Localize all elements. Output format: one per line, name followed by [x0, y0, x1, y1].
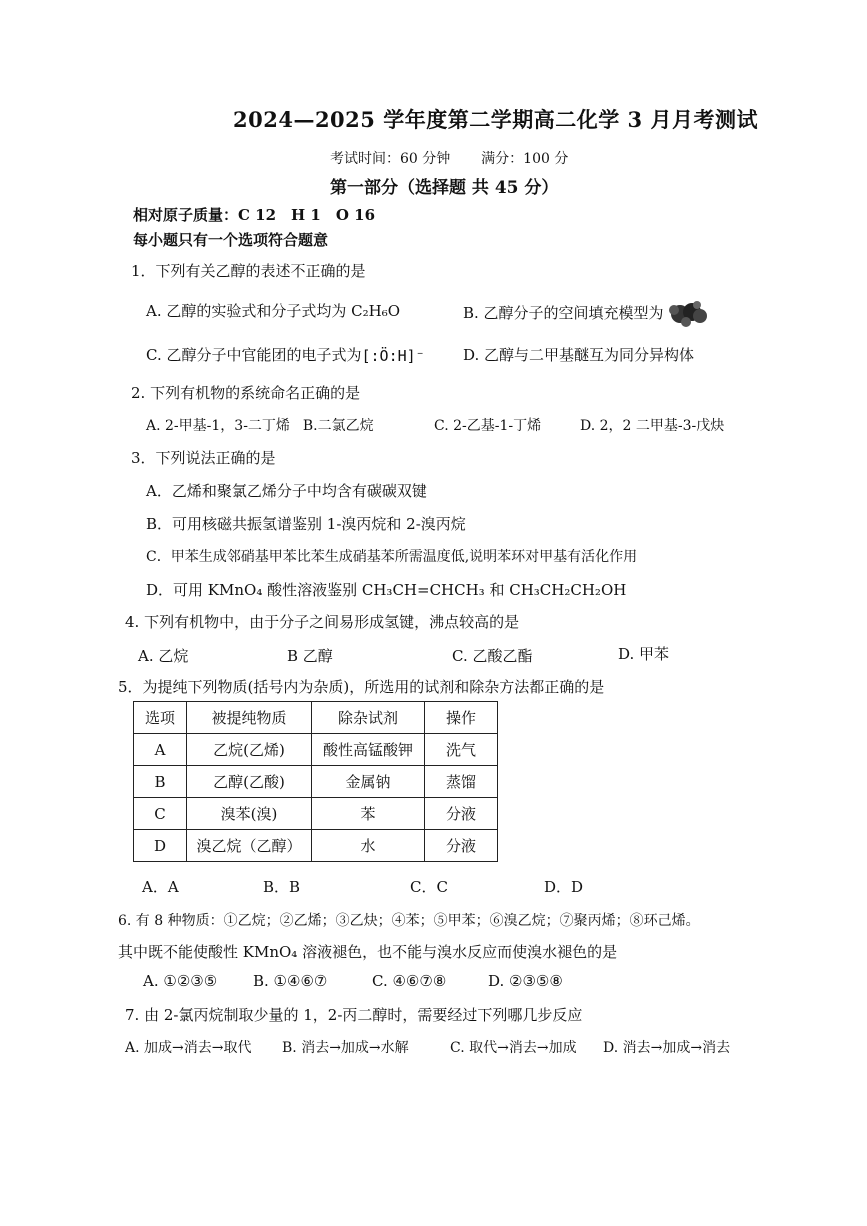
q5-option-b: B．B: [263, 878, 301, 896]
table-header: 操作: [425, 702, 498, 734]
q5-table: [133, 701, 498, 862]
q7-option-c: C. 取代→消去→加成: [450, 1040, 577, 1056]
table-cell: 洗气: [425, 734, 498, 766]
q7-option-d: D. 消去→加成→消去: [603, 1040, 731, 1056]
q1-option-c-text: C. 乙醇分子中官能团的电子式为: [146, 346, 362, 364]
q5-option-d: D．D: [544, 878, 584, 896]
q6-option-d: D. ②③⑤⑧: [488, 972, 563, 990]
table-cell: 酸性高锰酸钾: [312, 734, 425, 766]
q1-option-d: D. 乙醇与二甲基醚互为同分异构体: [463, 346, 695, 364]
hydroxyl-lewis-structure: [:Ö:H]⁻: [361, 347, 425, 365]
exam-meta: [330, 148, 568, 168]
q3-option-b: B．可用核磁共振氢谱鉴别 1-溴丙烷和 2-溴丙烷: [146, 515, 466, 533]
table-cell: D: [134, 830, 187, 862]
q7-stem: 7. 由 2-氯丙烷制取少量的 1，2-丙二醇时，需要经过下列哪几步反应: [125, 1006, 583, 1024]
q1-option-a: A. 乙醇的实验式和分子式均为 C₂H₆O: [146, 302, 401, 320]
table-header: 选项: [134, 702, 187, 734]
q5-stem: 5．为提纯下列物质(括号内为杂质)，所选用的试剂和除杂方法都正确的是: [118, 678, 605, 696]
q1-stem: 1．下列有关乙醇的表述不正确的是: [131, 262, 366, 280]
table-row: [134, 830, 498, 862]
table-cell: 金属钠: [312, 766, 425, 798]
q6-option-a: A. ①②③⑤: [143, 972, 218, 990]
table-cell: 分液: [425, 798, 498, 830]
table-cell: 乙烷(乙烯): [187, 734, 312, 766]
q4-option-d: D. 甲苯: [618, 645, 670, 663]
table-row: [134, 766, 498, 798]
table-cell: 分液: [425, 830, 498, 862]
q2-option-a: A. 2-甲基-1，3-二丁烯: [146, 418, 290, 434]
q7-option-a: A. 加成→消去→取代: [125, 1040, 252, 1056]
q5-option-c: C．C: [410, 878, 448, 896]
q4-stem: 4. 下列有机物中，由于分子之间易形成氢键，沸点较高的是: [125, 613, 520, 631]
q4-option-c: C. 乙酸乙酯: [452, 647, 533, 665]
q1-option-c: [146, 344, 425, 365]
q4-option-b: B 乙醇: [287, 647, 333, 665]
table-cell: 溴苯(溴): [187, 798, 312, 830]
q2-option-d: D. 2，2 二甲基-3-戊炔: [580, 418, 725, 434]
exam-title: 2024—2025 学年度第二学期高二化学 3 月月考测试: [233, 107, 758, 132]
q6-stem-line2: 其中既不能使酸性 KMnO₄ 溶液褪色，也不能与溴水反应而使溴水褪色的是: [118, 943, 618, 961]
table-cell: C: [134, 798, 187, 830]
q2-option-c: C. 2-乙基-1-丁烯: [434, 418, 542, 434]
table-header: 除杂试剂: [312, 702, 425, 734]
q2-option-b: B.二氯乙烷: [302, 418, 374, 434]
q3-option-a: A．乙烯和聚氯乙烯分子中均含有碳碳双键: [146, 482, 427, 500]
table-cell: 苯: [312, 798, 425, 830]
space-filling-model-icon: [668, 300, 708, 328]
table-header-row: [134, 702, 498, 734]
q1-option-b: [463, 300, 708, 328]
table-cell: 溴乙烷（乙醇）: [187, 830, 312, 862]
table-row: [134, 734, 498, 766]
table-row: [134, 798, 498, 830]
q3-option-c: C．甲苯生成邻硝基甲苯比苯生成硝基苯所需温度低,说明苯环对甲基有活化作用: [146, 549, 638, 565]
q5-option-a: A．A: [142, 878, 179, 896]
q6-option-c: C. ④⑥⑦⑧: [372, 972, 447, 990]
q6-stem-line1: 6. 有 8 种物质：①乙烷；②乙烯；③乙炔；④苯；⑤甲苯；⑥溴乙烷；⑦聚丙烯；⑧环己烯。: [118, 913, 700, 929]
atomic-mass-note: 相对原子质量：C 12 H 1 O 16: [133, 206, 376, 224]
full-score: 满分：100 分: [481, 151, 569, 167]
q3-stem: 3．下列说法正确的是: [131, 449, 276, 467]
table-cell: B: [134, 766, 187, 798]
table-cell: 乙醇(乙酸): [187, 766, 312, 798]
table-cell: 水: [312, 830, 425, 862]
q3-option-d: D．可用 KMnO₄ 酸性溶液鉴别 CH₃CH=CHCH₃ 和 CH₃CH₂CH₂OH: [146, 581, 627, 599]
q2-stem: 2. 下列有机物的系统命名正确的是: [131, 384, 361, 402]
q1-option-b-text: B. 乙醇分子的空间填充模型为: [463, 304, 664, 322]
q2-options: [146, 415, 374, 435]
section-heading: 第一部分（选择题 共 45 分）: [330, 178, 559, 198]
exam-time: 考试时间：60 分钟: [330, 151, 451, 167]
q6-option-b: B. ①④⑥⑦: [253, 972, 328, 990]
table-cell: 蒸馏: [425, 766, 498, 798]
table-header: 被提纯物质: [187, 702, 312, 734]
q4-option-a: A. 乙烷: [138, 647, 189, 665]
q7-option-b: B. 消去→加成→水解: [282, 1040, 409, 1056]
table-cell: A: [134, 734, 187, 766]
instruction-note: 每小题只有一个选项符合题意: [133, 231, 329, 249]
